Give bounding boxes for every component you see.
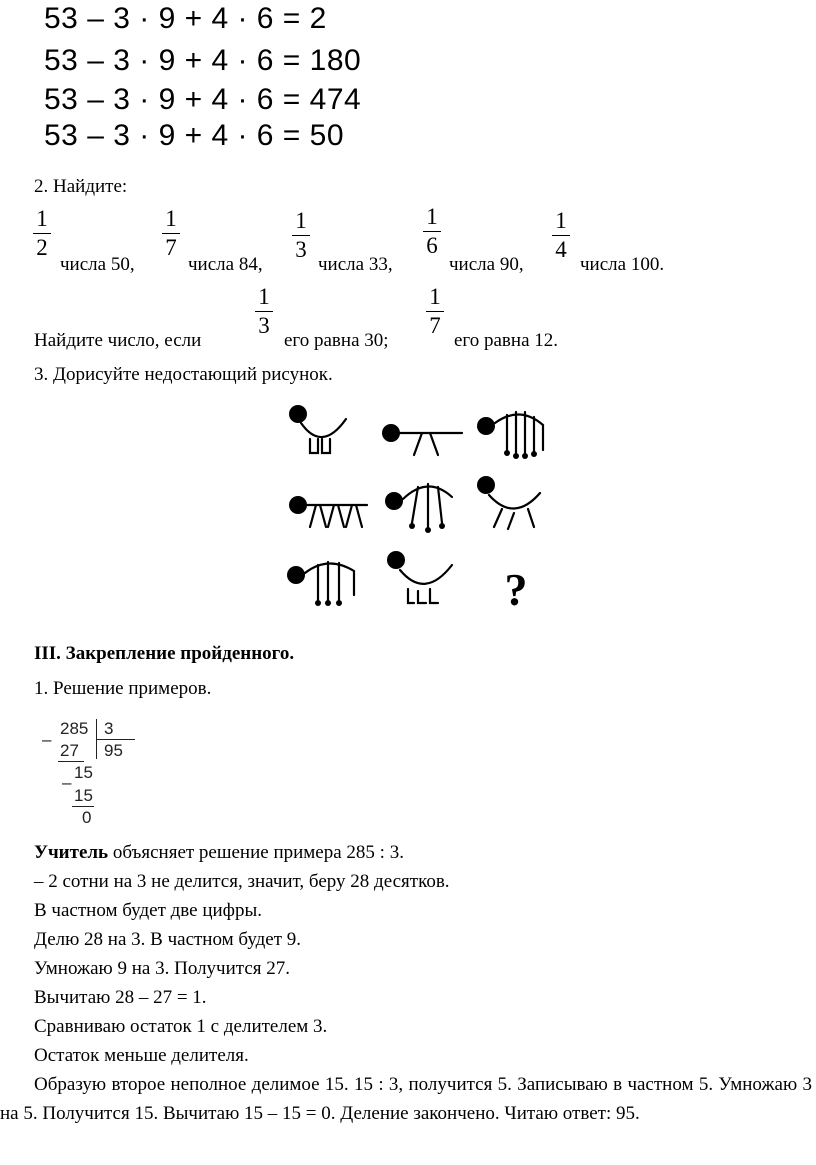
task2-title: 2. Найдите:: [34, 176, 128, 197]
question-mark: ?: [504, 564, 528, 615]
item-text-2: числа 84,: [188, 254, 263, 275]
fraction-1-7-b: 1 7: [425, 285, 445, 338]
item-text-5: числа 100.: [580, 254, 665, 275]
ld-sub2: 15: [74, 786, 93, 805]
fraction-1-2: 1 2: [32, 207, 52, 260]
fraction-1-4: 1 4: [551, 209, 571, 262]
ld-minus-1: –: [42, 730, 52, 749]
figures-grid: [270, 395, 560, 615]
ld-dividend: 285: [60, 719, 89, 738]
ld-line-1: [58, 761, 84, 762]
ld-sub1: 27: [60, 741, 79, 760]
task3-title: 3. Дорисуйте недостающий рисунок.: [34, 364, 333, 385]
item-text-4: числа 90,: [449, 254, 524, 275]
teacher-text: объясняет решение примера 285 : 3.: [108, 842, 404, 863]
ld-minus-2: –: [62, 773, 72, 792]
explanation-line-4: Умножаю 9 на 3. Получится 27.: [34, 958, 290, 979]
figure-r1-c3: [477, 412, 543, 459]
ld-divisor: 3: [104, 719, 114, 738]
ld-divisor-line: [97, 739, 135, 740]
figure-r1-c1: [289, 405, 346, 453]
figure-r1-c2: [382, 424, 462, 455]
ld-rem1: 15: [74, 763, 93, 782]
equation-1: 53 – 3 · 9 + 4 · 6 = 2: [44, 2, 327, 35]
explanation-line-7: Остаток меньше делителя.: [34, 1045, 249, 1066]
ld-line-2: [72, 806, 94, 807]
fraction-1-3: 1 3: [291, 209, 311, 262]
fraction-1-3-b: 1 3: [254, 285, 274, 338]
explanation-line-2: В частном будет две цифры.: [34, 900, 262, 921]
teacher-line: [34, 838, 816, 867]
explanation-line-5: Вычитаю 28 – 27 = 1.: [34, 987, 207, 1008]
section-item-1: 1. Решение примеров.: [34, 678, 212, 699]
explanation-line-6: Сравниваю остаток 1 с делителем 3.: [34, 1016, 328, 1037]
fraction-1-7: 1 7: [161, 207, 181, 260]
equation-3: 53 – 3 · 9 + 4 · 6 = 474: [44, 83, 362, 116]
teacher-label: Учитель: [34, 842, 109, 863]
explanation-line-1: – 2 сотни на 3 не делится, значит, беру 28 десятков.: [34, 871, 450, 892]
fraction-1-6: 1 6: [422, 205, 442, 258]
find-number-prefix: Найдите число, если: [34, 330, 202, 351]
item-text-1: числа 50,: [60, 254, 135, 275]
section-heading: III. Закрепление пройденного.: [34, 643, 295, 664]
ld-rem2: 0: [82, 808, 92, 827]
find-number-middle: его равна 30;: [284, 330, 389, 351]
final-paragraph: Образую второе неполное делимое 15. 15 : 3, получится 5. Записываю в частном 5. Умножаю 3 на 5. Получится 15. Вычитаю 15 – 15 = 0. Деление закончено. Читаю ответ: 95.: [0, 1074, 812, 1124]
figure-r2-c2: [385, 484, 452, 533]
figure-r3-c1: [287, 562, 354, 606]
ld-quotient: 95: [104, 741, 123, 760]
figure-r3-c2: [387, 551, 452, 603]
equation-4: 53 – 3 · 9 + 4 · 6 = 50: [44, 119, 345, 152]
explanation-line-3: Делю 28 на 3. В частном будет 9.: [34, 929, 302, 950]
equation-2: 53 – 3 · 9 + 4 · 6 = 180: [44, 44, 362, 77]
figure-r2-c1: [289, 496, 367, 527]
find-number-suffix: его равна 12.: [454, 330, 559, 351]
figure-r2-c3: [477, 476, 540, 529]
item-text-3: числа 33,: [318, 254, 393, 275]
